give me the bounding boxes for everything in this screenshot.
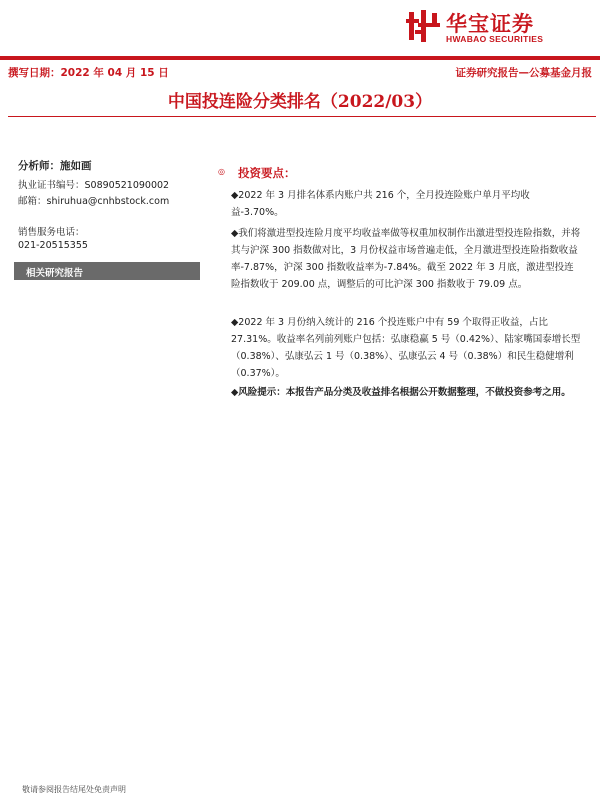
analyst-email: 邮箱：shiruhua@cnhbstock.com [18,196,170,207]
header-divider [0,56,600,60]
license-number: 执业证书编号：S0890521090002 [18,180,170,191]
key-points-title: 投资要点： [238,166,296,180]
risk-warning: ◆风险提示：本报告产品分类及收益排名根据公开数据整理，不做投资参考之用。 [231,387,571,398]
sales-phone: 021-20515355 [18,240,88,251]
logo-text-en: HWABAO SECURITIES [446,34,544,44]
footer-disclaimer: 敬请参阅报告结尾处免责声明 [22,785,126,794]
related-reports-bar [14,262,200,280]
key-point-paragraph: ◆2022 年 3 月排名体系内账户共 216 个，全月投连险账户单月平均收益-3.70%。 [231,190,530,218]
key-point-paragraph: ◆我们将激进型投连险月度平均收益率做等权重加权制作出激进型投连险指数，并将其与沪深 300 指数做对比，3 月份权益市场普遍走低，全月激进型投连险指数收益率-7.87%，沪深 300 指数收益率为-7.84%。截至 2022 年 3 月底，激进型投连险指数收于 209.00 点，调整后的可比沪深 300 指数收于 79.09 点。 [231,228,581,290]
section-bullet-icon: ◎ [218,167,225,176]
logo-text-cn: 华宝证券 [446,12,534,36]
key-point-paragraph: ◆2022 年 3 月份纳入统计的 216 个投连账户中有 59 个取得正收益，占比 27.31%。收益率名列前列账户包括：弘康稳赢 5 号（0.42%）、陆家嘴国泰增长型（0.38%）、弘康弘云 1 号（0.38%）、弘康弘云 4 号（0.38%）和民生稳健增利（0.37%）。 [231,317,581,379]
page-title: 中国投连险分类排名（2022/03） [167,92,433,112]
related-reports-label: 相关研究报告 [26,268,84,279]
company-logo [406,6,588,48]
report-date: 撰写日期：2022 年 04 月 15 日 [8,67,169,79]
sales-phone-label: 销售服务电话： [18,227,85,238]
analyst-name: 分析师：施如画 [18,160,92,172]
hwabao-logo-icon [406,10,442,42]
title-divider [8,116,596,117]
report-category: 证券研究报告—公募基金月报 [455,67,592,79]
